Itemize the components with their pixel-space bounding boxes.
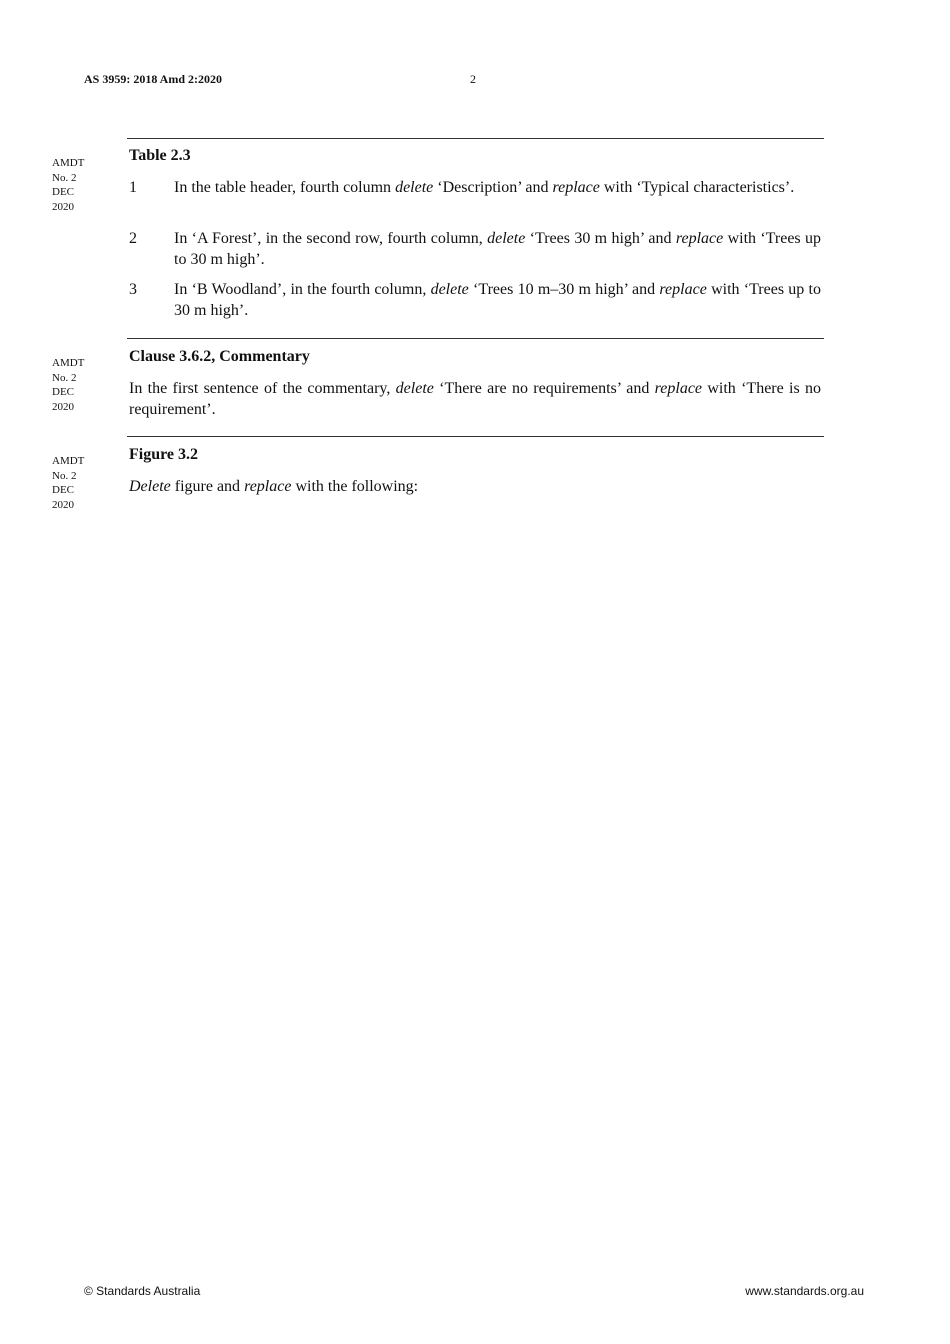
section-paragraph: In the first sentence of the commentary, delete ‘There are no requirements’ and replace with ‘There is no requirement’. [129,380,822,418]
amendment-label: AMDT [52,157,85,169]
amendment-label: AMDT [52,455,85,467]
amendment-number: No. 2 [52,371,77,384]
amendment-month: DEC [52,484,74,496]
amendment-note [52,454,112,512]
item-number: 3 [129,281,137,298]
section-rule [127,138,824,139]
section-rule [127,338,824,339]
footer-copyright: © Standards Australia [84,1284,201,1298]
section-paragraph: Delete figure and replace with the following: [129,478,419,495]
amendment-month: DEC [52,386,74,398]
amendment-month: DEC [52,186,74,198]
item-text: In ‘A Forest’, in the second row, fourth column, delete ‘Trees 30 m high’ and replace with ‘Trees up to 30 m high’. [174,230,821,268]
amendment-note [52,156,112,214]
amendment-number: No. 2 [52,469,77,482]
running-head: AS 3959: 2018 Amd 2:2020 [84,72,223,86]
section-heading: Table 2.3 [129,147,191,164]
amendment-year: 2020 [52,498,74,511]
item-text: In the table header, fourth column delete ‘Description’ and replace with ‘Typical characteristics’. [174,179,795,196]
amendment-number: No. 2 [52,171,77,184]
footer-website[interactable]: www.standards.org.au [745,1284,864,1298]
item-number: 2 [129,230,137,247]
page-number: 2 [470,72,476,86]
amendment-note [52,356,112,414]
item-text: In ‘B Woodland’, in the fourth column, delete ‘Trees 10 m–30 m high’ and replace with ‘Trees up to 30 m high’. [174,281,822,319]
section-rule [127,436,824,437]
section-heading: Clause 3.6.2, Commentary [129,348,310,365]
amendment-year: 2020 [52,400,74,413]
amendment-year: 2020 [52,200,74,213]
amendment-label: AMDT [52,357,85,369]
item-number: 1 [129,179,137,196]
section-heading: Figure 3.2 [129,446,199,463]
